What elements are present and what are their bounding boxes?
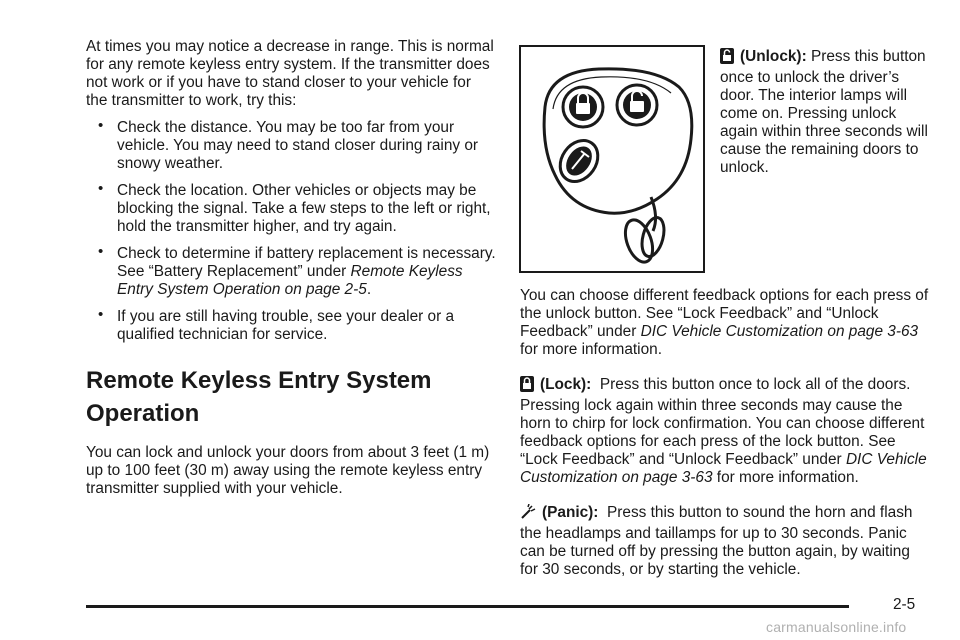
unlock-icon [720,48,734,69]
bullet-text: If you are still having trouble, see your dealer or a qualified technician for service. [117,308,455,343]
watermark: carmanualsonline.info [766,619,907,635]
intro-paragraph: At times you may notice a decrease in range. This is normal for any remote keyless entry system. If the transmitter does not work or if you have to stand closer to your vehicle for the transmitter to work, try this: [86,38,494,109]
bullet-text: Check the distance. You may be too far from your vehicle. You may need to stand closer during rainy or snowy weather. [117,119,479,172]
feedback-text-end: for more information. [520,341,662,358]
lock-label: (Lock): [540,376,592,393]
panic-paragraph [520,504,930,579]
right-column [520,287,930,596]
bullet-item [86,182,496,236]
bullet-item [86,245,496,299]
bullet-dot-icon: • [98,117,104,134]
dic-customization-link[interactable]: DIC Vehicle Customization on page 3-63 [640,323,919,340]
panic-text: Press this button to sound the horn and flash the headlamps and taillamps for up to 30 seconds. Panic can be turned off by pressing the button again, by waiting for 30 seconds, or by starting the vehicle. [520,504,913,578]
feedback-text: You can choose different feedback options for each press of the unlock button. See “Lock Feedback” and “Unlock Feedback” under [520,287,929,340]
key-fob-icon [521,47,703,271]
left-column [86,38,496,498]
lock-text: Press this button once to lock all of the doors. Pressing lock again within three seconds may cause the horn to chirp for lock confirmation. You can choose different feedback options for each press of the lock button. See “Lock Feedback” and “Unlock Feedback” under [520,376,925,468]
body-paragraph: You can lock and unlock your doors from about 3 feet (1 m) up to 100 feet (30 m) away using the remote keyless entry transmitter supplied with your vehicle. [86,444,490,497]
dic-customization-link[interactable]: DIC Vehicle Customization on page 3-63 [520,451,927,486]
section-heading: Remote Keyless Entry System Operation [86,367,432,427]
lock-icon [520,376,534,397]
bullet-dot-icon: • [98,180,104,197]
unlock-description [720,48,930,177]
unlock-label: (Unlock): [740,48,807,65]
bullet-dot-icon: • [98,306,104,323]
cross-reference-link[interactable]: Remote Keyless Entry System Operation on page 2-5 [117,263,463,298]
unlock-text: Press this button once to unlock the driver’s door. The interior lamps will come on. Pressing unlock again within three seconds will cause the remaining doors to unlock. [720,48,928,176]
footer-rule [86,605,849,608]
bullet-text-end: . [366,281,372,298]
page-number: 2-5 [893,596,916,613]
key-fob-illustration [519,45,705,273]
bullet-item [86,308,496,344]
panic-label: (Panic): [542,504,599,521]
lock-paragraph [520,376,930,487]
bullet-item [86,119,496,173]
panic-horn-icon [520,504,536,525]
feedback-paragraph [520,287,930,359]
bullet-text: Check the location. Other vehicles or objects may be blocking the signal. Take a few steps to the left or right, hold the transmitter higher, and try again. [117,182,491,235]
bullet-dot-icon: • [98,243,104,260]
bullet-text: Check to determine if battery replacement is necessary. See “Battery Replacement” under [117,245,496,280]
lock-text-end: for more information. [712,469,859,486]
